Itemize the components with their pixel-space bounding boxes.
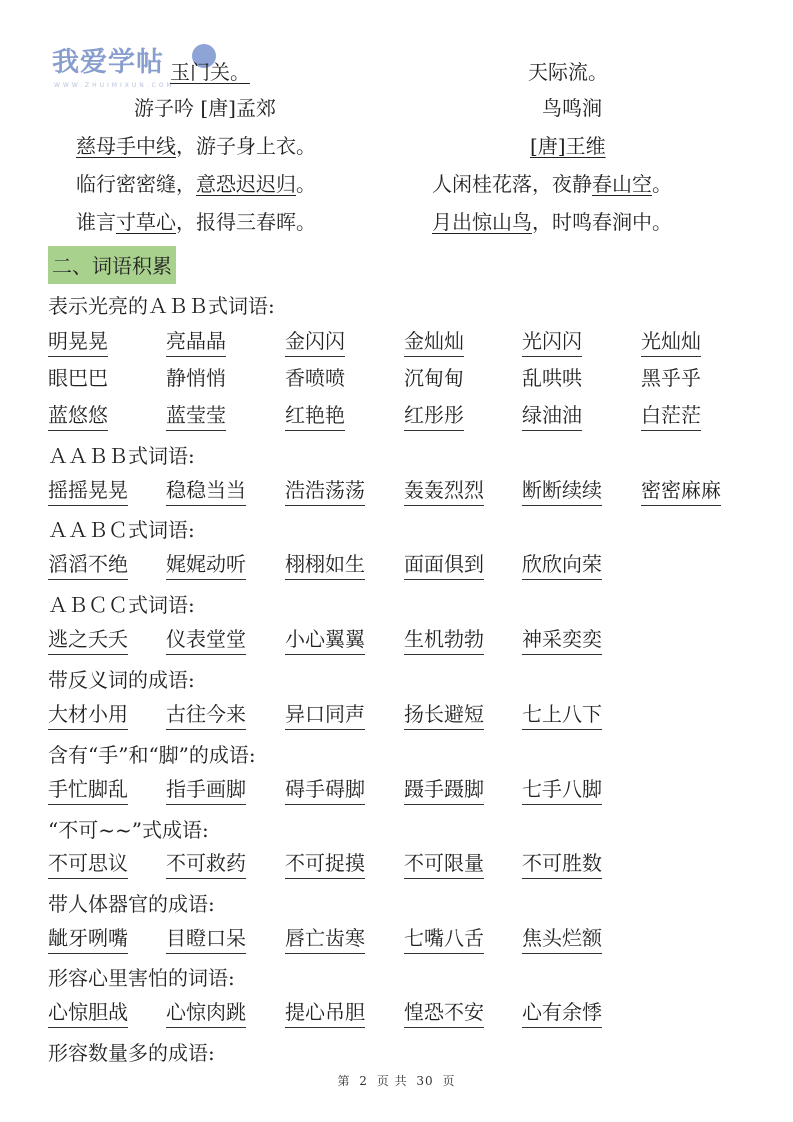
- vocab-word: 不可救药: [166, 848, 246, 879]
- poem-left-line-5: [76, 206, 316, 235]
- vocab-word: 碍手碍脚: [285, 774, 365, 805]
- vocab-word: 生机勃勃: [404, 624, 484, 655]
- vocab-word: 蓝莹莹: [166, 400, 226, 431]
- poem-text: ，游子身上衣。: [176, 134, 316, 158]
- poem-text: ，时鸣春涧中。: [532, 210, 672, 234]
- poem-text: 。: [652, 172, 672, 196]
- vocab-word: 龇牙咧嘴: [48, 923, 128, 954]
- vocab-word: 焦头烂额: [522, 923, 602, 954]
- group-label: “不可~~”式成语:: [48, 818, 209, 842]
- vocab-word: 栩栩如生: [285, 549, 365, 580]
- word-row: [48, 475, 768, 507]
- poem-text: 临行密密缝，: [76, 172, 196, 196]
- poem-title: 游子吟 [唐]孟郊: [134, 96, 276, 120]
- vocab-word: 惶恐不安: [404, 997, 484, 1028]
- group-label: 表示光亮的ＡＢＢ式词语:: [48, 294, 275, 318]
- word-row: [48, 774, 768, 806]
- group-label: 形容数量多的成语:: [48, 1041, 215, 1065]
- vocab-word: 七上八下: [522, 699, 602, 730]
- poem-right-line-4: [432, 168, 672, 197]
- vocab-word: 古往今来: [166, 699, 246, 730]
- vocab-word: 提心吊胆: [285, 997, 365, 1028]
- vocab-word: 亮晶晶: [166, 326, 226, 357]
- vocab-word: 稳稳当当: [166, 475, 246, 506]
- poem-text: 春山空: [592, 172, 652, 196]
- vocab-word: 扬长避短: [404, 699, 484, 730]
- word-row: [48, 624, 768, 656]
- vocab-word: 香喷喷: [285, 366, 345, 390]
- vocab-word: 浩浩荡荡: [285, 475, 365, 506]
- poem-text: 月出惊山鸟: [432, 210, 532, 234]
- vocab-word: 静悄悄: [166, 366, 226, 390]
- vocab-word: 不可思议: [48, 848, 128, 879]
- poem-right-line-5: [432, 206, 672, 235]
- vocab-word: 娓娓动听: [166, 549, 246, 580]
- vocab-word: 滔滔不绝: [48, 549, 128, 580]
- group-label: ＡＢＣＣ式词语:: [48, 593, 195, 617]
- vocab-word: 仪表堂堂: [166, 624, 246, 655]
- vocab-word: 不可捉摸: [285, 848, 365, 879]
- vocab-word: 金闪闪: [285, 326, 345, 357]
- word-row: [48, 699, 768, 731]
- vocab-word: 神采奕奕: [522, 624, 602, 655]
- group-label: 含有“手”和“脚”的成语:: [48, 743, 256, 767]
- poem-text: 天际流。: [528, 60, 608, 84]
- vocab-word: 蹑手蹑脚: [404, 774, 484, 805]
- footer-total-pages: 30: [416, 1074, 434, 1088]
- vocab-word: 乱哄哄: [522, 366, 582, 390]
- poem-text: 人闲桂花落，夜静: [432, 172, 592, 196]
- vocab-word: 黑乎乎: [641, 366, 701, 390]
- vocab-word: 指手画脚: [166, 774, 246, 805]
- vocab-word: 密密麻麻: [641, 475, 721, 506]
- section-title: 二、词语积累: [48, 246, 176, 284]
- word-row: [48, 363, 768, 395]
- word-row: [48, 997, 768, 1029]
- vocab-word: 心有余悸: [522, 997, 602, 1028]
- vocab-word: 异口同声: [285, 699, 365, 730]
- vocab-word: 光灿灿: [641, 326, 701, 357]
- vocab-word: 断断续续: [522, 475, 602, 506]
- vocab-word: 绿油油: [522, 400, 582, 431]
- vocab-word: 轰轰烈烈: [404, 475, 484, 506]
- poem-left-line-4: [76, 168, 316, 197]
- group-label: 带反义词的成语:: [48, 668, 195, 692]
- vocab-word: 光闪闪: [522, 326, 582, 357]
- footer-prefix: 第: [337, 1074, 351, 1088]
- poem-author-wangwei: [530, 130, 606, 159]
- vocab-word: 不可限量: [404, 848, 484, 879]
- vocab-word: 金灿灿: [404, 326, 464, 357]
- vocab-word: 欣欣向荣: [522, 549, 602, 580]
- poem-text: 慈母手中线: [76, 134, 176, 158]
- poem-title-niaomingjian: [542, 92, 602, 121]
- vocab-word: 目瞪口呆: [166, 923, 246, 954]
- poem-title-youziyin: [134, 92, 276, 121]
- watermark-brand: 我爱学帖: [52, 47, 164, 78]
- poem-author: [唐]王维: [530, 134, 606, 158]
- vocab-word: 唇亡齿寒: [285, 923, 365, 954]
- poem-text: ，报得三春晖。: [176, 210, 316, 234]
- vocab-word: 手忙脚乱: [48, 774, 128, 805]
- vocab-word: 红彤彤: [404, 400, 464, 431]
- word-row: [48, 400, 768, 432]
- poem-text: 寸草心: [116, 210, 176, 234]
- vocab-word: 七手八脚: [522, 774, 602, 805]
- watermark-url: WWW.ZHUIMIXUN.COM: [54, 82, 175, 89]
- poem-left-line-3: [76, 130, 316, 159]
- footer-page-number: 2: [359, 1074, 368, 1088]
- poem-text: 。: [296, 172, 316, 196]
- word-row: [48, 848, 768, 880]
- poem-text: 谁言: [76, 210, 116, 234]
- vocab-word: 面面俱到: [404, 549, 484, 580]
- vocab-word: 逃之夭夭: [48, 624, 128, 655]
- vocab-word: 大材小用: [48, 699, 128, 730]
- vocab-word: 七嘴八舌: [404, 923, 484, 954]
- vocab-word: 蓝悠悠: [48, 400, 108, 431]
- footer-suffix: 页: [442, 1074, 456, 1088]
- vocab-word: 心惊肉跳: [166, 997, 246, 1028]
- vocab-word: 眼巴巴: [48, 366, 108, 390]
- poem-text: 意恐迟迟归: [196, 172, 296, 196]
- poem-title: 鸟鸣涧: [542, 96, 602, 120]
- word-row: [48, 549, 768, 581]
- vocab-word: 红艳艳: [285, 400, 345, 431]
- group-label: 形容心里害怕的词语:: [48, 966, 235, 990]
- poem-text: 玉门关。: [170, 60, 250, 84]
- vocab-word: 白茫茫: [641, 400, 701, 431]
- vocab-word: 摇摇晃晃: [48, 475, 128, 506]
- word-row: [48, 923, 768, 955]
- vocab-word: 不可胜数: [522, 848, 602, 879]
- group-label: ＡＡＢＣ式词语:: [48, 518, 195, 542]
- vocab-word: 明晃晃: [48, 326, 108, 357]
- footer-mid: 页 共: [376, 1074, 408, 1088]
- poem-right-line-1: [528, 56, 608, 85]
- poem-left-line-1: [170, 56, 250, 85]
- vocab-word: 心惊胆战: [48, 997, 128, 1028]
- group-label: 带人体器官的成语:: [48, 892, 215, 916]
- page-footer: [0, 1072, 793, 1089]
- vocab-word: 沉甸甸: [404, 366, 464, 390]
- word-row: [48, 326, 768, 358]
- vocab-word: 小心翼翼: [285, 624, 365, 655]
- group-label: ＡＡＢＢ式词语:: [48, 444, 195, 468]
